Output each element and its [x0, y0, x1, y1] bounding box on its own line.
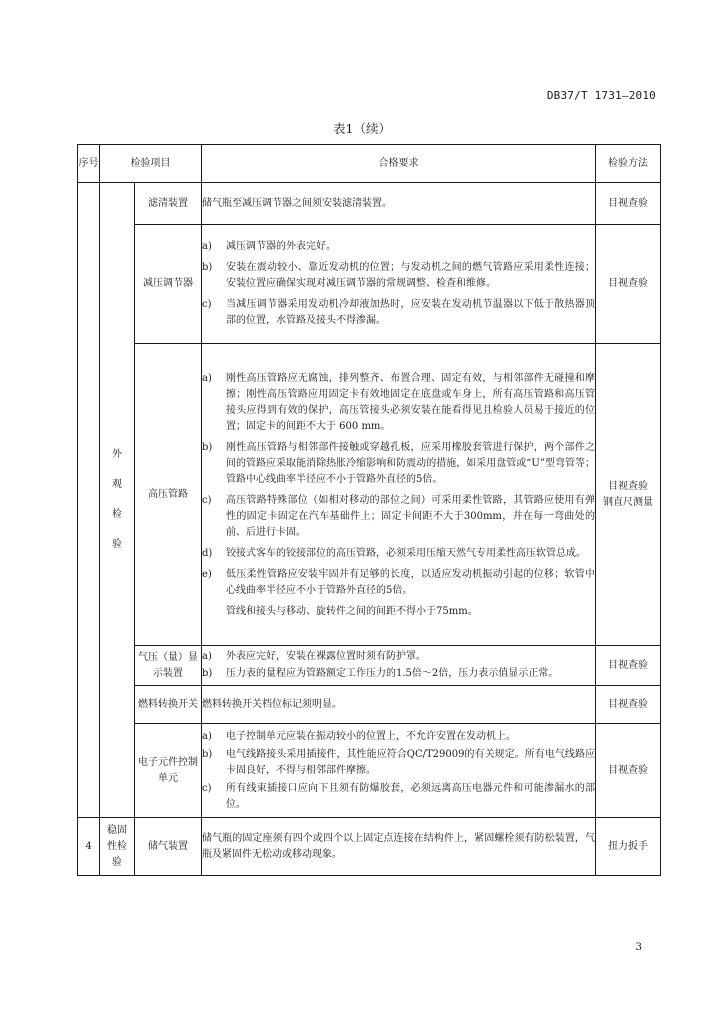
list-item: e) 低压柔性管路应安装牢固并有足够的长度，以适应发动机振动引起的位移；软管中心线曲率半径应不小于管路外直径的5倍。 — [202, 568, 595, 596]
method-hp-pipe-line1: 目视查验 — [608, 480, 648, 492]
document-code: DB37/T 1731—2010 — [546, 89, 656, 102]
item-hp-pipe: 高压管路 — [135, 344, 202, 646]
table-row-storage — [78, 818, 661, 876]
req-filter: 储气瓶至减压调节器之间须安装滤清装置。 — [202, 183, 596, 225]
seq-4: 4 — [78, 818, 100, 876]
req-storage: 储气瓶的固定座须有四个或四个以上固定点连接在结构件上，紧固螺栓须有防松装置，气瓶及紧固件无松动或移动现象。 — [202, 818, 596, 876]
group-stability: 稳固性检验 — [100, 818, 135, 876]
method-gauge: 目视查验 — [596, 646, 661, 686]
header-seq: 序号 — [78, 145, 100, 183]
table-row-hp-pipe — [78, 344, 661, 646]
req-reducer — [202, 225, 596, 344]
table-row-reducer — [78, 225, 661, 344]
table-header-row — [78, 145, 661, 183]
group-appearance-label: 外 观 检 验 — [112, 449, 122, 550]
header-item: 检验项目 — [100, 145, 202, 183]
req-hp-pipe-extra: 管线和接头与移动、旋转件之间的间距不得小于75mm。 — [226, 605, 478, 617]
item-storage: 储气装置 — [135, 818, 202, 876]
method-ecu: 目视查验 — [596, 724, 661, 818]
list-item: c) 当减压调节器采用发动机冷却液加热时，应安装在发动机节温器以下低于散热器顶部的位置，水管路及接头不得渗漏。 — [202, 299, 595, 326]
group-appearance — [100, 183, 135, 818]
req-gauge — [202, 646, 596, 686]
list-item: a) 减压调节器的外表完好。 — [202, 241, 336, 252]
list-item: c) 高压管路特殊部位（如相对移动的部位之间）可采用柔性管路，其管路应使用有弹性的固定卡固定在汽车基础件上；固定卡间距不大于300mm，并在每一弯曲处的前、后进行卡固。 — [202, 494, 595, 538]
method-switch: 目视查验 — [596, 686, 661, 724]
req-hp-pipe — [202, 344, 596, 646]
table-row-gauge — [78, 646, 661, 686]
list-item: b) 刚性高压管路与相邻部件接触或穿越孔板，应采用橡胶套管进行保护，两个部件之间的管路应采取能消除热胀冷缩影响和防震动的措施，如采用盘管或“U”型弯管等；管路中心线曲率半径应不小于管路外直径的5倍。 — [202, 441, 595, 485]
list-item: a) 刚性高压管路应无腐蚀，排列整齐、布置合理、固定有效，与相邻部件无碰撞和摩擦；刚性高压管路应用固定卡有效地固定在底盘或车身上，所有高压管路和高压管接头应得到有效的保护，高压管接头必须安装在能看得见且检验人员易于接近的位置；固定卡的间距不大于 600 mm。 — [202, 372, 595, 432]
req-ecu — [202, 724, 596, 818]
list-item: a) 电子控制单元应装在振动较小的位置上，不允许安置在发动机上。 — [202, 730, 516, 742]
table-title: 表1（续） — [333, 121, 391, 136]
table-row-ecu — [78, 724, 661, 818]
method-reducer: 目视查验 — [596, 225, 661, 344]
list-item: b) 电气线路接头采用插接件，其性能应符合QC/T29009的有关规定。所有电气线路应卡固良好，不得与相邻部件摩擦。 — [202, 748, 595, 776]
item-switch: 燃料转换开关 — [135, 686, 202, 724]
item-filter: 滤清装置 — [135, 183, 202, 225]
seq-cell-empty — [78, 183, 100, 818]
header-method: 检验方法 — [596, 145, 661, 183]
method-storage: 扭力扳手 — [596, 818, 661, 876]
list-item: d) 铰接式客车的铰接部位的高压管路，必须采用压缩天然气专用柔性高压软管总成。 — [202, 547, 586, 559]
item-ecu: 电子元件控制单元 — [135, 724, 202, 818]
table-row-switch — [78, 686, 661, 724]
inspection-table — [77, 144, 661, 876]
req-switch: 燃料转换开关档位标记须明显。 — [202, 686, 596, 724]
table-row-filter — [78, 183, 661, 225]
method-filter: 目视查验 — [596, 183, 661, 225]
list-item: b) 压力表的量程应为管路额定工作压力的1.5倍～2倍，压力表示值显示正常。 — [202, 668, 559, 679]
item-gauge: 气压（量）显示装置 — [135, 646, 202, 686]
list-item: c) 所有线束插接口应向下且须有防爆胶套，必须远离高压电器元件和可能渗漏水的部位。 — [202, 782, 595, 810]
page-number: 3 — [635, 941, 642, 953]
method-hp-pipe-line2: 钢直尺测量 — [603, 496, 653, 508]
list-item: a) 外表应完好，安装在裸露位置时须有防护罩。 — [202, 651, 426, 662]
list-item: b) 安装在震动较小、靠近发动机的位置；与发动机之间的燃气管路应采用柔性连接；安装位置应确保实现对减压调节器的常规调整、检查和维修。 — [202, 262, 595, 289]
item-reducer: 减压调节器 — [135, 225, 202, 344]
header-requirement: 合格要求 — [202, 145, 596, 183]
method-hp-pipe — [596, 344, 661, 646]
